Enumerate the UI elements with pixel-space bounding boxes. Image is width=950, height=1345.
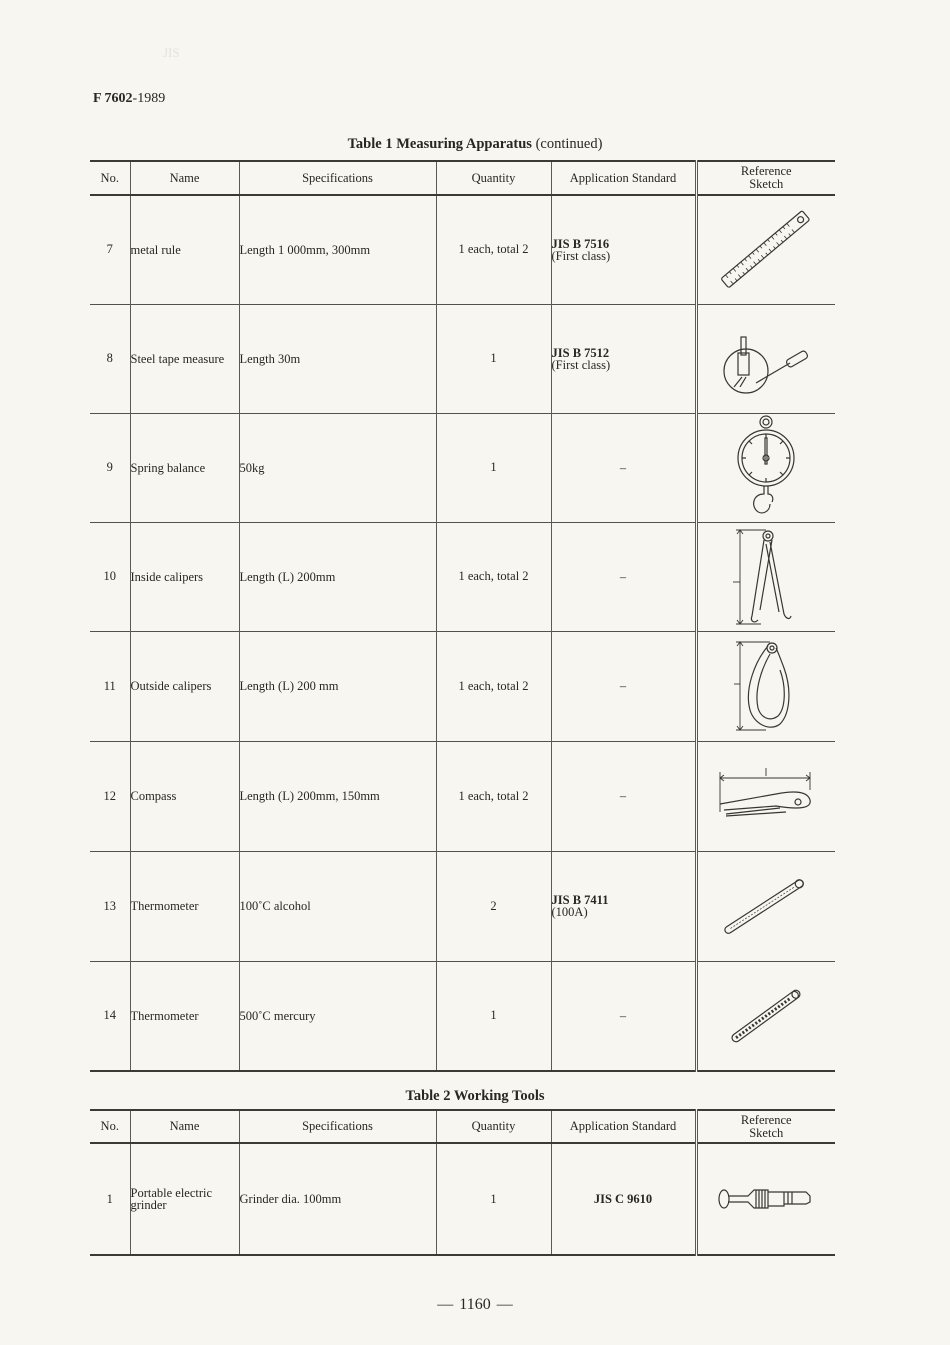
standard-class: (First class) xyxy=(551,357,611,372)
cell-qty: 1 xyxy=(436,413,551,522)
table-row xyxy=(90,631,835,741)
table1-caption-continued: (continued) xyxy=(535,136,603,152)
cell-qty: 1 each, total 2 xyxy=(436,631,551,741)
cell-spec: Length 30m xyxy=(239,304,436,413)
table-row xyxy=(90,522,835,631)
cell-spec: 50kg xyxy=(239,413,436,522)
cell-sketch xyxy=(696,195,835,304)
col-header-specifications: Specifications xyxy=(239,1110,436,1143)
sketch-header-line2: Sketch xyxy=(749,177,784,191)
cell-sketch xyxy=(696,961,835,1071)
standard-code: – xyxy=(619,1008,627,1023)
col-header-reference-sketch xyxy=(696,1110,835,1143)
cell-spec: Length 1 000mm, 300mm xyxy=(239,195,436,304)
col-header-name: Name xyxy=(130,1110,239,1143)
cell-spec: 500˚C mercury xyxy=(239,961,436,1071)
cell-no: 11 xyxy=(90,631,130,741)
doc-prefix: F 7602 xyxy=(93,91,133,106)
cell-spec: Length (L) 200 mm xyxy=(239,631,436,741)
table-row xyxy=(90,961,835,1071)
cell-spec: Length (L) 200mm xyxy=(239,522,436,631)
standard-code: JIS C 9610 xyxy=(593,1192,653,1206)
page-dash-left: — xyxy=(437,1296,454,1313)
cell-no: 14 xyxy=(90,961,130,1071)
cell-name: Portable electric grinder xyxy=(130,1143,239,1255)
col-header-quantity: Quantity xyxy=(436,1110,551,1143)
cell-name: Inside calipers xyxy=(130,522,239,631)
col-header-application-standard: Application Standard xyxy=(551,1110,696,1143)
table1-caption-title: Table 1 Measuring Apparatus xyxy=(347,136,532,152)
cell-spec: Grinder dia. 100mm xyxy=(239,1143,436,1255)
standard-class: (First class) xyxy=(551,248,611,263)
table-row xyxy=(90,851,835,961)
cell-no: 13 xyxy=(90,851,130,961)
standard-code: – xyxy=(619,789,627,803)
spring-balance-icon xyxy=(736,414,796,522)
col-header-specifications: Specifications xyxy=(239,161,436,195)
sketch-header-line2: Sketch xyxy=(749,1125,784,1140)
table2-header-row xyxy=(90,1110,835,1143)
cell-name: Thermometer xyxy=(130,961,239,1071)
col-header-quantity: Quantity xyxy=(436,161,551,195)
table1-header-row xyxy=(90,161,835,195)
cell-qty: 1 xyxy=(436,961,551,1071)
table2-working-tools xyxy=(90,1109,835,1256)
table-row xyxy=(90,413,835,522)
table-row xyxy=(90,741,835,851)
outside-calipers-icon xyxy=(726,638,806,734)
cell-spec: 100˚C alcohol xyxy=(239,851,436,961)
table1-caption xyxy=(0,136,950,153)
table2-caption-title: Table 2 Working Tools xyxy=(405,1088,545,1104)
cell-sketch xyxy=(696,741,835,851)
cell-standard xyxy=(551,961,696,1071)
cell-standard xyxy=(551,522,696,631)
cell-sketch xyxy=(696,1143,835,1255)
page-number-value: 1160 xyxy=(459,1296,491,1313)
col-header-no: No. xyxy=(90,1110,130,1143)
steel-tape-measure-icon xyxy=(716,319,816,399)
cell-no: 9 xyxy=(90,413,130,522)
col-header-no: No. xyxy=(90,161,130,195)
col-header-name: Name xyxy=(130,161,239,195)
cell-sketch xyxy=(696,413,835,522)
standard-code: JIS B 7512 xyxy=(551,345,610,360)
cell-standard xyxy=(551,304,696,413)
cell-sketch xyxy=(696,522,835,631)
cell-name: Outside calipers xyxy=(130,631,239,741)
inside-calipers-icon xyxy=(726,526,806,628)
cell-qty: 1 each, total 2 xyxy=(436,522,551,631)
cell-name: Spring balance xyxy=(130,413,239,522)
cell-sketch xyxy=(696,304,835,413)
cell-qty: 1 xyxy=(436,1143,551,1255)
page-number xyxy=(0,1296,950,1314)
cell-name: Compass xyxy=(130,741,239,851)
standard-code: – xyxy=(619,679,627,693)
col-header-application-standard: Application Standard xyxy=(551,161,696,195)
cell-sketch xyxy=(696,631,835,741)
doc-year: -1989 xyxy=(132,91,166,106)
cell-no: 7 xyxy=(90,195,130,304)
col-header-reference-sketch xyxy=(696,161,835,195)
standard-class: (100A) xyxy=(551,905,588,919)
cell-no: 8 xyxy=(90,304,130,413)
standard-code: JIS B 7516 xyxy=(551,236,610,251)
cell-no: 12 xyxy=(90,741,130,851)
cell-qty: 1 xyxy=(436,304,551,413)
bleed-through-mark: JIS xyxy=(163,45,180,60)
portable-grinder-icon xyxy=(716,1184,816,1214)
table1-measuring-apparatus xyxy=(90,160,835,1072)
cell-qty: 2 xyxy=(436,851,551,961)
cell-name: Steel tape measure xyxy=(130,304,239,413)
table-row xyxy=(90,304,835,413)
compass-icon xyxy=(716,766,816,826)
standard-code: – xyxy=(619,569,627,584)
metal-rule-icon xyxy=(711,202,821,298)
cell-qty: 1 each, total 2 xyxy=(436,741,551,851)
standard-code: – xyxy=(619,460,627,475)
cell-qty: 1 each, total 2 xyxy=(436,195,551,304)
table-row xyxy=(90,195,835,304)
cell-name: Thermometer xyxy=(130,851,239,961)
cell-no: 10 xyxy=(90,522,130,631)
thermometer-mercury-icon xyxy=(721,986,811,1046)
thermometer-alcohol-icon xyxy=(716,873,816,939)
cell-standard xyxy=(551,741,696,851)
sketch-header-line1: Reference xyxy=(740,164,792,178)
document-id xyxy=(93,91,165,107)
cell-standard xyxy=(551,195,696,304)
table2-caption xyxy=(0,1088,950,1105)
page-dash-right: — xyxy=(496,1296,513,1313)
table-row xyxy=(90,1143,835,1255)
cell-standard xyxy=(551,1143,696,1255)
cell-standard xyxy=(551,413,696,522)
cell-spec: Length (L) 200mm, 150mm xyxy=(239,741,436,851)
standard-code: JIS B 7411 xyxy=(551,893,609,907)
cell-sketch xyxy=(696,851,835,961)
cell-standard xyxy=(551,631,696,741)
cell-no: 1 xyxy=(90,1143,130,1255)
sketch-header-line1: Reference xyxy=(740,1112,792,1127)
cell-standard xyxy=(551,851,696,961)
cell-name: metal rule xyxy=(130,195,239,304)
